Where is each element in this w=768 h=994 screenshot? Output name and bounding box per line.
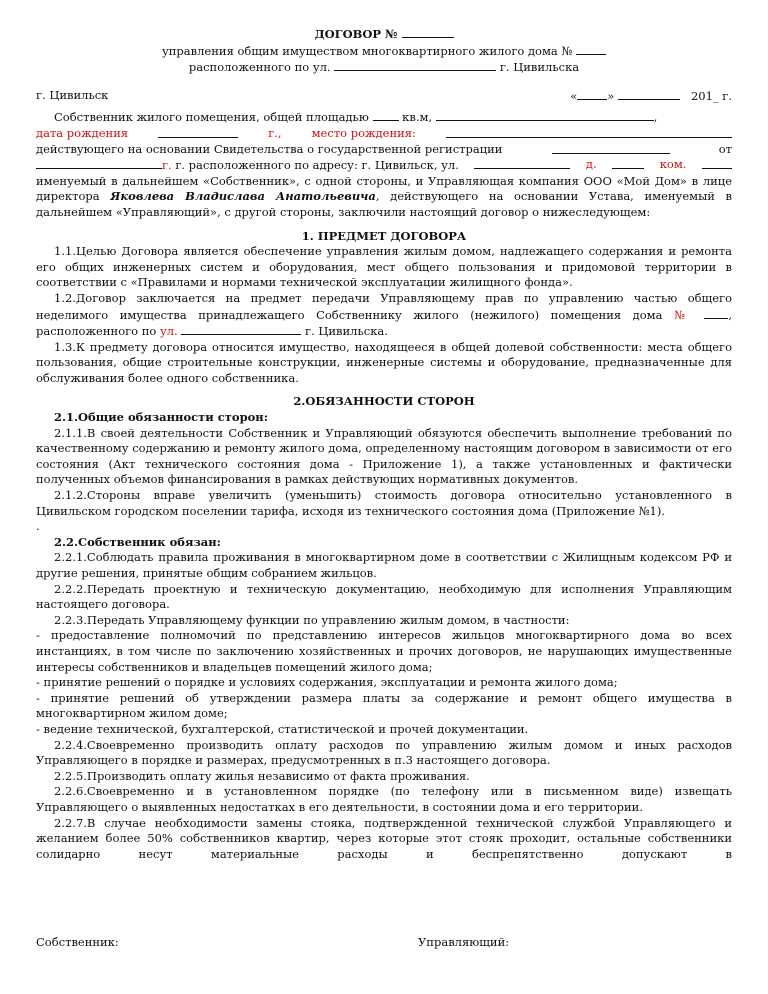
contract-address-line: расположенного по ул. г. Цивильска <box>188 60 580 75</box>
clause-2-2-2: 2.2.2.Передать проектную и техническую документацию, необходимую для исполнения Управляющим настоящего договора. <box>36 581 732 612</box>
clause-1-1: 1.1.Целью Договора является обеспечение управления жилым домом, надлежащего содержания и ремонта его общих инженерных систем и оборудования, мест общего пользования и придомовой территории в соответствии с «Правилами и нормами технической эксплуатации жилищного фонда». <box>36 244 732 290</box>
subsection-2-2: 2.2.Собственник обязан: <box>54 534 221 549</box>
place: г. Цивильск <box>36 87 109 102</box>
clause-2-2-7: 2.2.7.В случае необходимости замены стояка, подтвержденной технической службой Управляющего и желанием более 50% собственников квартир, через которые этот стояк проходит, остальные собственники солидарно несут материальные расходы и беспрепятственно допускают в <box>36 815 732 861</box>
owner-signature-label: Собственник: <box>36 935 119 949</box>
place-date-line <box>36 88 732 105</box>
contract-title: ДОГОВОР № <box>36 26 732 43</box>
section-2-heading: 2.ОБЯЗАННОСТИ СТОРОН <box>293 394 475 409</box>
contract-page <box>36 26 732 862</box>
list-item: - предоставление полномочий по представлению интересов жильцов многоквартирного дома во всех инстанциях, в том числе по заключению хозяйственных и прочих договоров, не нарушающих имущественные интересы собственников и владельцев помещений жилого дома; <box>36 628 732 674</box>
subsection-2-1: 2.1.Общие обязанности сторон: <box>54 410 268 425</box>
clause-2-2-4: 2.2.4.Своевременно производить оплату расходов по управлению жилым домом и иных расходов Управляющего в порядке и размерах, предусмотренных в п.3 настоящего договора. <box>36 737 732 768</box>
contract-date: « » 201_ г. <box>570 88 732 103</box>
clause-1-3: 1.3.К предмету договора относится имущество, находящееся в общей долевой собственности: места общего пользования, общие строительные конструкции, инженерные системы и оборудование, предназначенные для обслуживания более одного собственника. <box>36 339 732 385</box>
clause-1-2: 1.2.Договор заключается на предмет передачи Управляющему прав по управлению частью общего неделимого имущества принадлежащего Собственнику жилого (нежилого) помещения дома № , расположенного по ул. г. Цивильска. <box>36 290 733 339</box>
intro-paragraph: Собственник жилого помещения, общей площадью кв.м, , дата рождения г., место рождения: действующего на основании Свидетельства о государственной регистрации от г. г. расположенного по адресу: г. Цивильск, ул. д. ком. именуемый в дальнейшем «Собственник», с одной стороны, и Управляющая компания ООО «Мой Дом» в лице директора Яковлева Владислава Анатольевича, действующего на основании Устава, именуемый в дальнейшем «Управляющий», с другой стороны, заключили настоящий договор о нижеследующем: <box>36 110 732 219</box>
list-item: - принятие решений о порядке и условиях содержания, эксплуатации и ремонта жилого дома; <box>36 675 618 690</box>
clause-2-2-5: 2.2.5.Производить оплату жилья независимо от факта проживания. <box>54 768 470 783</box>
list-item: - ведение технической, бухгалтерской, статистической и прочей документации. <box>36 721 529 736</box>
stray-dot: . <box>36 519 40 534</box>
clause-2-1-1: 2.1.1.В своей деятельности Собственник и Управляющий обязуются обеспечить выполнение требований по качественному содержанию и ремонту жилого дома, определенному настоящим договором в зависимости от его состояния (Акт технического состояния дома - Приложение 1), а также установленных и фактически полученных объемов финансирования в рамках действующих нормативных документов. <box>36 425 732 487</box>
clause-2-2-6: 2.2.6.Своевременно и в установленном порядке (по телефону или в письменном виде) извещать Управляющего о выявленных недостатках в его деятельности, в состоянии дома и его территории. <box>36 784 732 814</box>
manager-signature-label: Управляющий: <box>418 935 510 949</box>
clause-2-2-3: 2.2.3.Передать Управляющему функции по управлению жилым домом, в частности: <box>54 612 570 627</box>
director-name: Яковлева Владислава Анатольевича <box>110 189 376 204</box>
clause-2-2-1: 2.2.1.Соблюдать правила проживания в многоквартирном доме в соответствии с Жилищным кодексом РФ и другие решения, принятые общим собранием жильцов. <box>36 550 732 580</box>
list-item: - принятие решений об утверждении размера платы за содержание и ремонт общего имущества в многоквартирном жилом доме; <box>36 690 732 721</box>
section-1-heading: 1. ПРЕДМЕТ ДОГОВОРА <box>301 228 467 243</box>
contract-subtitle: управления общим имуществом многоквартирного жилого дома № <box>36 43 732 60</box>
clause-2-1-2: 2.1.2.Стороны вправе увеличить (уменьшить) стоимость договора относительно установленного в Цивильском городском поселении тарифа, исходя из технического состояния дома (Приложение №1). <box>36 488 732 518</box>
